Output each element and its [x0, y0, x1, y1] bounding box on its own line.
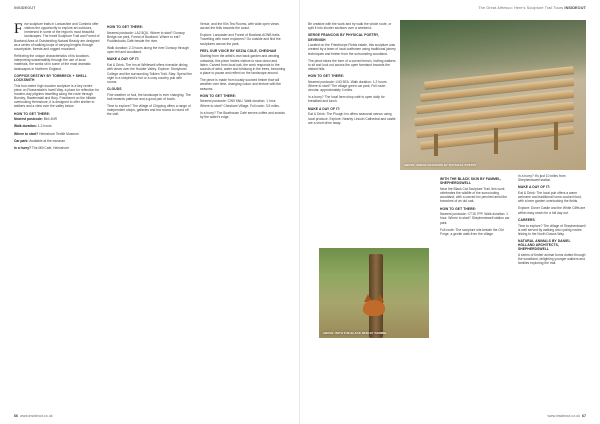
footer-right	[547, 414, 586, 418]
paragraph: Full route: The sculpture sits beside the Old Forge, a gentle walk from the village.	[440, 227, 504, 236]
paragraph: In a hurry? It's just 10 miles from Shepherdswell station.	[518, 174, 566, 183]
paragraph: Be creative with the work and try walk the whole route, or split it into shorter sections over a weekend.	[308, 22, 392, 31]
page-number: 67	[582, 414, 586, 418]
page-number: 66	[14, 414, 18, 418]
website-link[interactable]: www.insideout.co.uk	[547, 414, 580, 418]
paragraph: Eat & Drink: The local pub offers a warm welcome and traditional home-cooked food, with a beer garden overlooking the fields.	[518, 191, 582, 204]
left-column-1	[14, 22, 100, 153]
paragraph: Located on the Friesthorpe Fields estate, this sculpture was created by a team of local craftsmen using traditional joinery techniques and timber from the surrounding woodland.	[308, 43, 396, 56]
paragraph: Nearest postcode: CT15 7PP. Walk duration: 1 hour. Where to start? Shepherdswell station car park.	[440, 212, 510, 225]
paragraph: Venue, and the Kiln Tea Rooms, with wide open views across the fells towards the coast.	[200, 22, 279, 31]
paragraph: A series of timber animal forms dotted through the woodland, delighting younger walkers and families exploring the trail.	[518, 253, 586, 266]
paragraph: The piece takes the form of a curved bench, inviting walkers to sit and look out across the open farmland towards the distant hills.	[308, 58, 396, 71]
drop-cap: F	[14, 22, 23, 37]
section-heading: CAREERS	[518, 217, 535, 222]
paragraph: Time to explore? The village of Chipping offers a range of independent shops, galleries and tea rooms to round off the visit.	[107, 103, 191, 117]
section-heading: CLOUDS	[107, 86, 122, 91]
right-column-2	[440, 174, 512, 244]
paragraph: In a hurry? The Boathouse Café serves coffee and snacks by the water's edge.	[200, 110, 285, 119]
paragraph: Eat & Drink: The Plough Inn offers seasonal menus using local produce. Explore: Nearby Lincoln Cathedral and castle are a short drive away.	[308, 112, 396, 125]
wooden-bench-illustration	[414, 64, 582, 158]
fox-sculpture	[359, 294, 389, 318]
paragraph: Starting from the artist's own back garden and winding outwards, this piece invites visitors to slow down and listen. Carved from local oak, the work responds to the sounds of wind, water and birdsong in the trees, becoming a place to pause and reflect on the landscape around.	[200, 54, 286, 76]
paragraph: Explore: Lancaster and Forest of Bowland AONB trails. Travelling with more explorers? Go outside and find the sculptures across the park.	[200, 33, 281, 46]
section-heading: FEEL OUR VOICE BY KEZIA COLE, CHESHAM	[200, 48, 277, 53]
paragraph: Nearest postcode: CW9 6NU. Walk duration: 1 hour. Where to start? Chesham Village. Full route: 3.5 miles.	[200, 99, 280, 108]
bench-sculpture-photo	[400, 20, 586, 170]
section-header-left: INSIDEOUT	[14, 6, 36, 10]
section-heading: HOW TO GET THERE:	[440, 206, 477, 211]
fox-tree-photo	[319, 248, 429, 338]
paragraph: Time to explore? The village of Shepherdswell is well served by walking and cycling routes linking to the North Downs Way.	[518, 223, 586, 236]
section-heading: MAKE A DAY OF IT:	[107, 57, 140, 62]
section-heading: NATURAL ANIMALS BY DANIEL HOLLAND ARCHITECTS, SHEPHERDSWELL	[518, 238, 571, 252]
paragraph: Reflecting the unique characteristics of its locations, interpreting sustainability through the use of local materials, the works sit in some of the most dramatic landscapes in Northern England.	[14, 54, 91, 71]
paragraph: Walk duration: 2-3 hours along the river Dunsop through open fell and woodland.	[107, 46, 189, 55]
paragraph: Explore: Dover Castle and the White Cliffs are within easy reach for a full day out.	[518, 206, 586, 215]
info-line: Where to start? Helmshore Textile Museum	[14, 131, 79, 136]
paragraph: Eat & Drink: The Inn at Whitewell offers riverside dining with views over the Hodder Valley. Explore: Stonyhurst College and the surrounding Tolkien Trail. Stay: Spend the night in a shepherd's hut or a cosy country pub with rooms.	[107, 63, 192, 84]
section-heading: WITH THE BLACK SKIN BY FAMMEL, SHEPHERDSWELL	[440, 177, 502, 186]
paragraph: Fine weather or foul, the landscape is ever changing. The trail rewards patience and a good pair of boots.	[107, 92, 191, 101]
right-column-3	[518, 174, 588, 269]
paragraph: Near the Black Cat Sculpture Trail, this work celebrates the wildlife of the surrounding woodland, with a carved fox perched amid the branches of an old oak.	[440, 186, 508, 204]
section-heading: HOW TO GET THERE:	[200, 93, 237, 98]
paragraph: Nearest postcode: LN3 5EA. Walk duration: 1-2 hours. Where to start? The village green car park. Full route: circular, approximately 4 miles.	[308, 79, 388, 93]
intro-paragraph: Few sculpture trails in Lancashire and Cumbria offer visitors the opportunity to explore art outdoors, immersed in some of the region's most beautiful landscapes. The Irwell Sculpture Trail and Forest of Bowland Area of Outstanding Natural Beauty are designed as a series of walking loops of varying lengths through countryside, forests and rugged moorland.	[14, 22, 100, 51]
photo-caption: ABOVE: SERGE FRANCOIS BY PHYSICAL POETRY	[404, 163, 477, 167]
paragraph: This four-metre high wooden sculpture is a key centre piece on Rossendale's Irwell Way, a place for reflection for modern-day pilgrims travelling along the route through Burnley, Rawtenstall and Bury. Positioned on the hillside overlooking Helmshore, it is designed to offer shelter to walkers and a view over the valley below.	[14, 83, 100, 109]
left-column-2	[107, 22, 193, 119]
info-line: Walk duration: 1-2 hours	[14, 124, 52, 129]
section-heading: HOW TO GET THERE:	[308, 74, 345, 79]
section-header-right: The Great Alfresco: Here's Sculpture Trail Tours INSIDEOUT	[478, 6, 586, 10]
section-heading: SERGE FRANCOIS BY PHYSICAL POETRY, DEVENISH	[308, 33, 379, 42]
info-line: Nearest postcode: Bb4 4NR	[14, 117, 58, 122]
section-heading: MAKE A DAY OF IT:	[518, 185, 551, 190]
photo-caption: ABOVE: WITH THE BLACK SKIN BY FAMMEL	[323, 331, 387, 335]
footer-left	[14, 414, 53, 418]
left-column-3	[200, 22, 286, 122]
section-heading: HOW TO GET THERE:	[14, 111, 51, 116]
paragraph: In a hurry? The local farm shop café is open daily for breakfast and lunch.	[308, 95, 385, 104]
info-line: In a hurry? The Mill Cafe, Helmshore	[14, 145, 70, 150]
section-heading: MAKE A DAY OF IT:	[308, 106, 341, 111]
right-column-1	[308, 22, 396, 128]
info-line: Car park: Available at the museum	[14, 138, 66, 143]
website-link[interactable]: www.insideout.co.uk	[20, 414, 53, 418]
paragraph: Nearest postcode: LA2 8QU. Where to start? Dunsop Bridge car park, Forest of Bowland. Where to eat? Puddleducks Café beside the river.	[107, 30, 185, 44]
section-heading: COPPICE DESTINY BY TORBRECK + SHELL LOCKSMITH	[14, 73, 87, 82]
section-heading: HOW TO GET THERE:	[107, 25, 144, 29]
paragraph: The piece is made from locally sourced timber that will weather over time, changing colour and texture with the seasons.	[200, 78, 282, 91]
